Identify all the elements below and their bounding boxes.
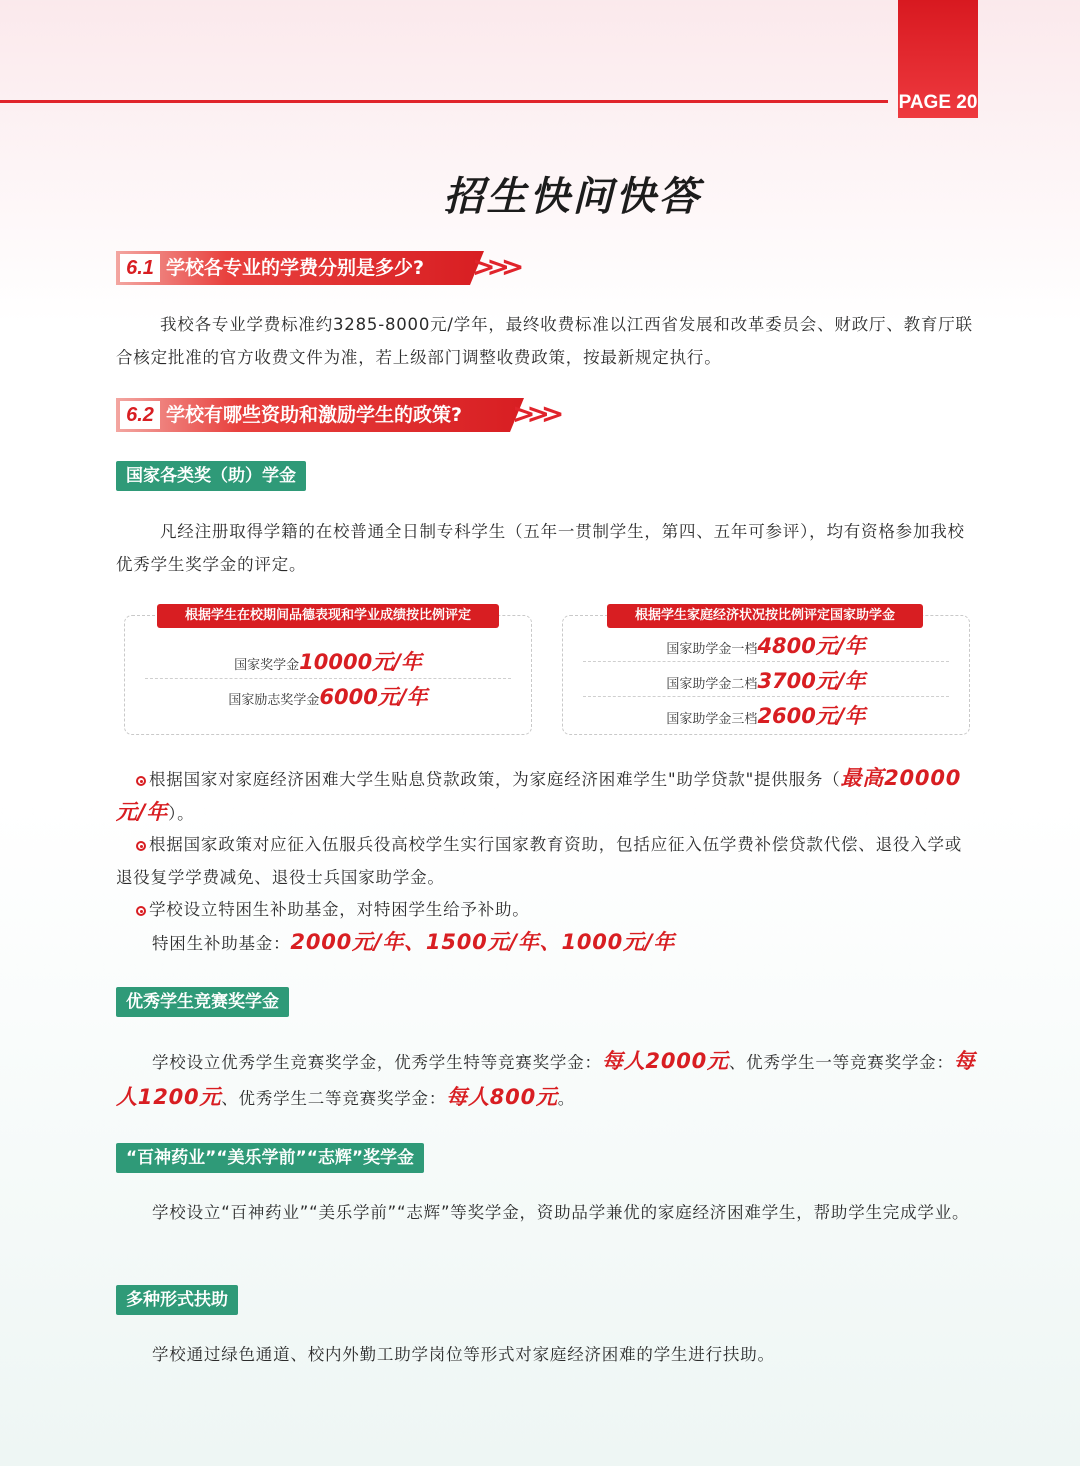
page-title: 招生快问快答 [443, 174, 702, 220]
sponsored-paragraph: 学校设立“百神药业”“美乐学前”“志辉”等奖学金，资助品学兼优的家庭经济困难学生，帮助学生完成学业。 [152, 1203, 970, 1222]
section-heading: 学校各专业的学费分别是多少? [166, 257, 425, 279]
tag-competition-scholarship: 优秀学生竞赛奖学金 [116, 987, 289, 1017]
header-rule [0, 100, 888, 103]
support-paragraph: 学校通过绿色通道、校内外勤工助学岗位等形式对家庭经济困难的学生进行扶助。 [152, 1345, 775, 1364]
page-number: PAGE 20 [898, 92, 978, 113]
section-6-1-header [116, 251, 516, 285]
bullet-icon [136, 776, 146, 786]
tag-sponsored-scholarships: “百神药业”“美乐学前”“志辉”奖学金 [116, 1143, 424, 1173]
chevrons-icon: >>> [512, 397, 556, 430]
award-grant-tier-1: 国家助学金一档4800元/年 [666, 634, 866, 658]
bullet-military-aid: 根据国家政策对应征入伍服兵役高校学生实行国家教育资助，包括应征入伍学费补偿贷款代偿、退役入学或退役复学学费减免、退役士兵国家助学金。 [116, 835, 963, 887]
chevrons-icon: >>> [472, 250, 516, 283]
award-national-scholarship: 国家奖学金10000元/年 [234, 650, 422, 674]
divider [145, 678, 511, 679]
page-number-tab [898, 0, 978, 118]
merit-scholarship-box [124, 608, 532, 735]
section-heading: 学校有哪些资助和激励学生的政策? [166, 404, 463, 426]
bullet-student-loan: 根据国家对家庭经济困难大学生贴息贷款政策，为家庭经济困难学生"助学贷款"提供服务（最高20000元/年）。 [116, 766, 962, 824]
bullet-icon [136, 841, 146, 851]
eligibility-paragraph: 凡经注册取得学籍的在校普通全日制专科学生（五年一贯制学生，第四、五年可参评），均有资格参加我校优秀学生奖学金的评定。 [116, 522, 965, 574]
bullet-hardship-fund: 学校设立特困生补助基金，对特困学生给予补助。 [116, 893, 976, 926]
divider [583, 696, 949, 697]
competition-paragraph: 学校设立优秀学生竞赛奖学金，优秀学生特等竞赛奖学金：每人2000元、优秀学生一等竞赛奖学金：每人1200元、优秀学生二等竞赛奖学金：每人800元。 [116, 1049, 976, 1109]
tag-national-scholarships: 国家各类奖（助）学金 [116, 461, 306, 491]
box-caption: 根据学生在校期间品德表现和学业成绩按比例评定 [157, 604, 499, 628]
section-6-2-header [116, 398, 556, 432]
divider [583, 661, 949, 662]
box-caption: 根据学生家庭经济状况按比例评定国家助学金 [607, 604, 923, 628]
need-based-grant-box [562, 608, 970, 735]
bullet-icon [136, 906, 146, 916]
award-grant-tier-2: 国家助学金二档3700元/年 [666, 669, 866, 693]
tag-other-support: 多种形式扶助 [116, 1285, 238, 1315]
hardship-fund-amounts: 特困生补助基金：2000元/年、1500元/年、1000元/年 [152, 930, 676, 954]
section-number: 6.2 [120, 401, 160, 429]
section-number: 6.1 [120, 254, 160, 282]
award-inspirational-scholarship: 国家励志奖学金6000元/年 [228, 685, 428, 709]
award-grant-tier-3: 国家助学金三档2600元/年 [666, 704, 866, 728]
tuition-paragraph: 我校各专业学费标准约3285-8000元/学年，最终收费标准以江西省发展和改革委员会、财政厅、教育厅联合核定批准的官方收费文件为准，若上级部门调整收费政策，按最新规定执行。 [116, 315, 973, 367]
